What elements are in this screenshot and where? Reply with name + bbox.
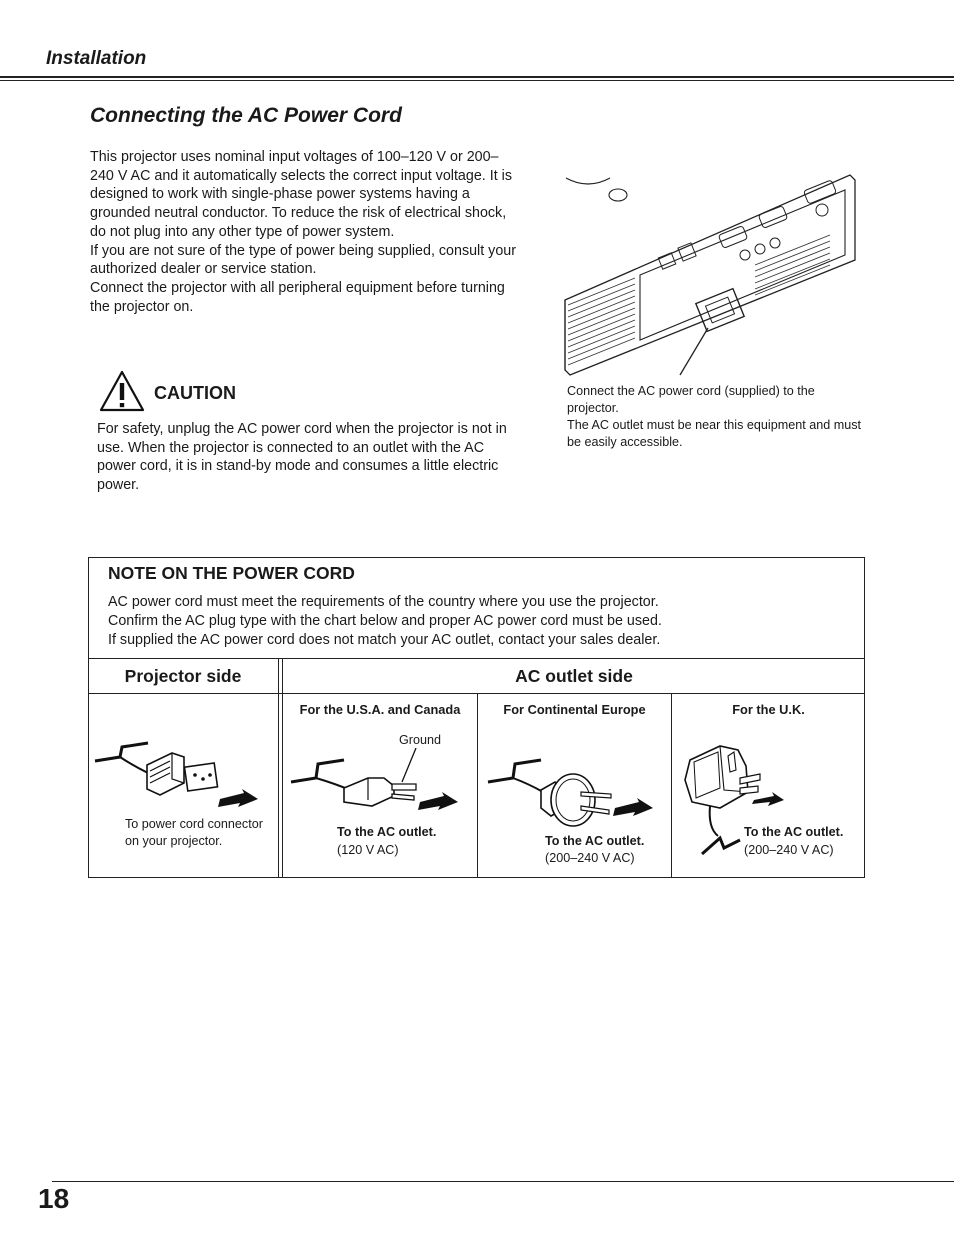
to-outlet-label-europe: To the AC outlet. <box>545 834 645 848</box>
connector-illustration <box>92 735 268 815</box>
page-number: 18 <box>38 1183 70 1214</box>
note-line: If supplied the AC power cord does not match your AC outlet, contact your sales dealer. <box>108 632 661 648</box>
voltage-uk: (200–240 V AC) <box>744 843 834 857</box>
section-label: Installation <box>46 48 147 69</box>
page-title: Connecting the AC Power Cord <box>90 104 402 127</box>
plug-title-uk: For the U.K. <box>732 702 805 717</box>
intro-paragraph: Connect the projector with all peripheral equipment before turning the projector on. <box>90 279 505 315</box>
usa-plug-icon <box>288 748 472 818</box>
note-line: AC power cord must meet the requirements of the country where you use the projector. <box>108 594 659 610</box>
table-divider <box>477 693 478 878</box>
table-divider <box>671 693 672 878</box>
projector-side-header: Projector side <box>124 666 242 686</box>
intro-paragraph: If you are not sure of the type of power being supplied, consult your authorized dealer or service station. <box>90 242 516 278</box>
illustration-caption <box>567 383 867 451</box>
plug-title-europe: For Continental Europe <box>503 702 646 717</box>
intro-text <box>90 148 520 316</box>
header-rule <box>0 76 954 78</box>
projector-rear-illustration <box>560 160 860 380</box>
ground-label: Ground <box>399 733 442 747</box>
intro-paragraph: This projector uses nominal input voltages of 100–120 V or 200–240 V AC and it automatically selects the correct input voltage. It is designed to work with single-phase power systems having a grounded neutral conductor. To reduce the risk of electrical shock, do not plug into any other type of power system. <box>90 149 512 240</box>
caption-line: The AC outlet must be near this equipment and must be easily accessible. <box>567 418 862 449</box>
caution-heading: CAUTION <box>154 383 236 403</box>
warning-icon <box>98 369 146 413</box>
caption-line: Connect the AC power cord (supplied) to the projector. <box>567 384 815 415</box>
note-heading: NOTE ON THE POWER CORD <box>108 563 355 583</box>
europe-plug-icon <box>485 752 665 832</box>
note-line: Confirm the AC plug type with the chart below and proper AC power cord must be used. <box>108 613 662 629</box>
voltage-usa: (120 V AC) <box>337 843 399 857</box>
to-outlet-label-uk: To the AC outlet. <box>744 825 844 839</box>
table-rule <box>88 658 865 659</box>
footer-rule <box>52 1181 954 1182</box>
outlet-side-header: AC outlet side <box>515 666 633 686</box>
plug-title-usa: For the U.S.A. and Canada <box>299 702 461 717</box>
projector-side-caption: To power cord connector on your projector. <box>125 817 263 848</box>
to-outlet-label-usa: To the AC outlet. <box>337 825 437 839</box>
table-divider <box>278 658 279 878</box>
caution-text: For safety, unplug the AC power cord when the projector is not in use. When the projector is connected to an outlet with the AC power cord, it is in stand-by mode and consumes a little electric power. <box>97 421 507 494</box>
header-rule-thin <box>0 80 954 81</box>
note-text <box>108 593 848 650</box>
voltage-europe: (200–240 V AC) <box>545 851 635 865</box>
table-divider <box>282 658 283 878</box>
